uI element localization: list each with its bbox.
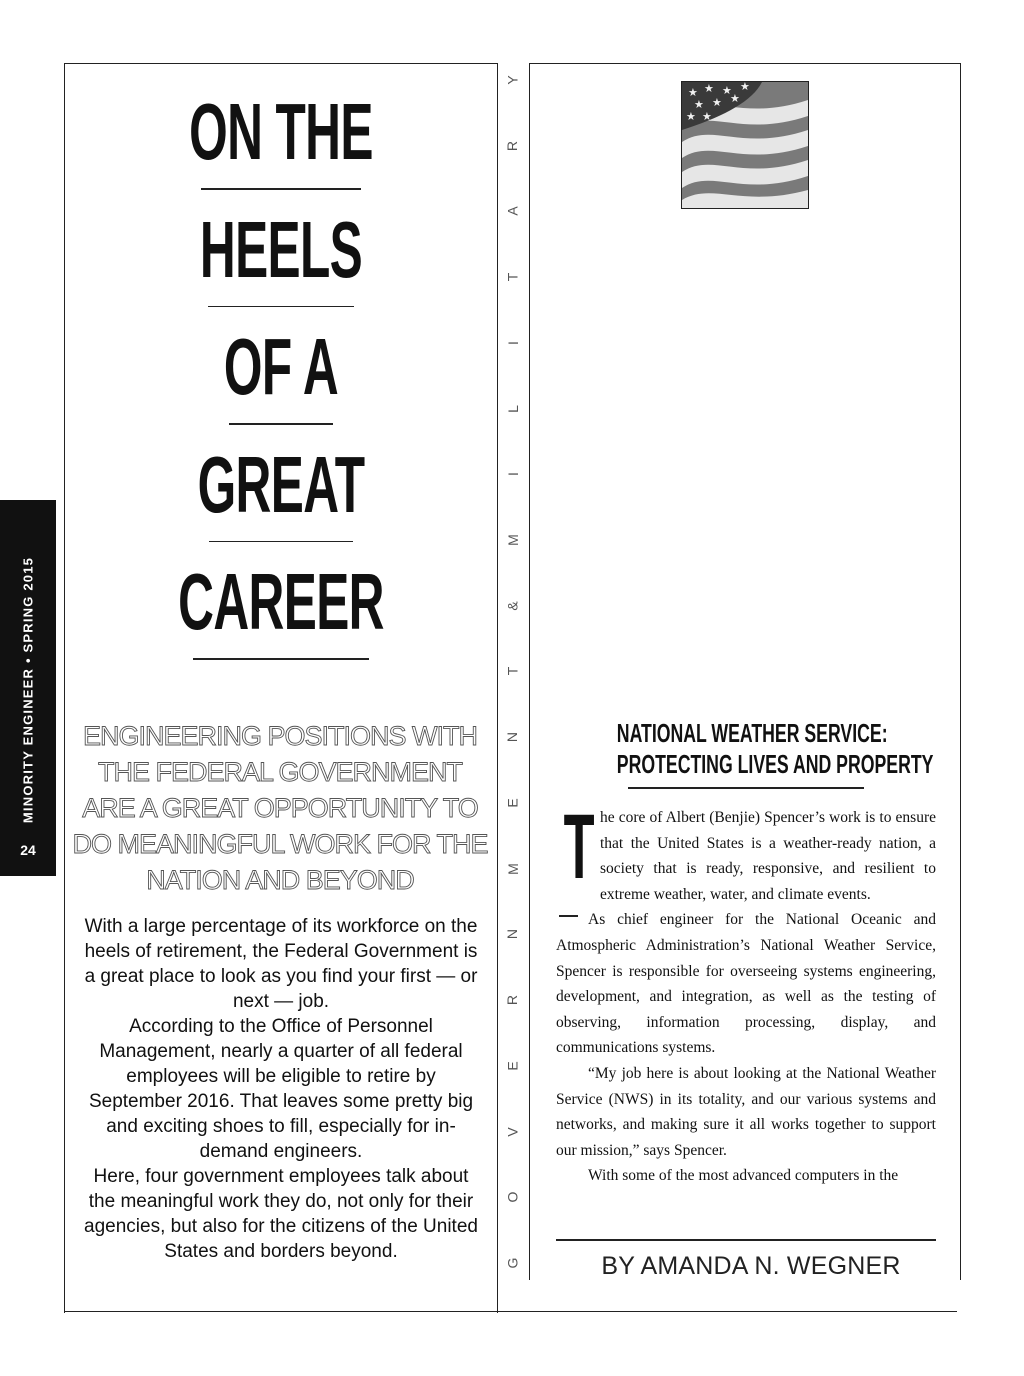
intro-text	[80, 914, 482, 1264]
article-paragraph	[556, 796, 936, 907]
section-letter: R	[504, 995, 521, 1006]
intro-paragraph: Here, four government employees talk about the meaningful work they do, not only for their agencies, but also for the citizens of the United States and borders beyond.	[84, 1166, 478, 1262]
section-letter: O	[504, 1191, 521, 1203]
section-letter: M	[504, 534, 521, 546]
section-letter: N	[504, 732, 521, 743]
headline	[66, 84, 496, 672]
paragraph-text: he core of Albert (Benjie) Spencer’s work is to ensure that the United States is a weather-ready nation, a society that is ready, responsive, and resilient to extreme weather, water, and climate events.	[600, 809, 936, 903]
headline-line: OF A	[223, 322, 339, 411]
svg-text:★: ★	[722, 84, 732, 97]
article-paragraph: “My job here is about looking at the National Weather Service (NWS) in its totality, and our various systems and networks, and making sure it all works together to support our mission,” says Spencer.	[556, 1064, 936, 1159]
svg-text:★: ★	[712, 96, 722, 109]
section-letter: M	[504, 862, 521, 875]
byline: BY AMANDA N. WEGNER	[601, 1252, 901, 1280]
section-letter: G	[504, 1257, 521, 1269]
headline-line: HEELS	[199, 204, 363, 294]
article-body	[556, 796, 936, 1189]
intro-paragraph: With a large percentage of its workforce on the heels of retirement, the Federal Government is a great place to look as you find your first — or next — job.	[84, 916, 478, 1012]
headline-divider	[193, 658, 369, 660]
svg-text:★: ★	[740, 82, 750, 93]
headline-line: ON THE	[189, 87, 373, 176]
american-flag-image	[681, 81, 809, 209]
headline-divider	[201, 188, 361, 190]
page-number: 24	[20, 842, 36, 858]
section-letter: R	[504, 140, 521, 151]
headline-line: CAREER	[178, 557, 384, 646]
section-letter: L	[504, 404, 521, 413]
section-title-line: PROTECTING LIVES AND PROPERTY	[616, 749, 934, 779]
headline-divider	[229, 423, 333, 425]
drop-cap: T	[563, 796, 595, 898]
section-letter: V	[504, 1126, 521, 1137]
section-letter: &	[504, 601, 521, 611]
svg-text:★: ★	[704, 82, 714, 95]
flag-graphic	[682, 82, 808, 208]
headline-line: GREAT	[197, 439, 365, 529]
svg-text:★: ★	[730, 92, 740, 105]
section-label-vertical	[496, 64, 529, 1279]
drop-cap-rule	[559, 915, 578, 917]
section-letter: Y	[504, 75, 521, 85]
article-paragraph: As chief engineer for the National Oceanic and Atmospheric Administration’s National Weather Service, Spencer is responsible for overseeing systems engineering, development, and integration, as well as the testing of observing, information processing, display, and communications systems.	[556, 911, 936, 1057]
section-title-line: NATIONAL WEATHER SERVICE:	[616, 718, 888, 748]
section-letter: E	[504, 798, 521, 808]
section-letter: I	[504, 472, 521, 477]
article-section-title	[556, 718, 936, 780]
deck-subheading: ENGINEERING POSITIONS WITH THE FEDERAL GOVERNMENT ARE A GREAT OPPORTUNITY TO DO MEANINGFUL WORK FOR THE NATION AND BEYOND	[72, 721, 488, 895]
section-letter: T	[504, 667, 521, 676]
section-title-underline	[628, 787, 864, 789]
issue-label: MINORITY ENGINEER • SPRING 2015	[20, 556, 36, 824]
svg-text:★: ★	[694, 98, 704, 111]
intro-paragraph: According to the Office of Personnel Management, nearly a quarter of all federal employees will be eligible to retire by September 2016. That leaves some pretty big and exciting shoes to fill, especially for in-demand engineers.	[88, 1016, 474, 1162]
svg-text:★: ★	[702, 110, 712, 123]
headline-divider	[208, 306, 354, 308]
article-paragraph: With some of the most advanced computers in the	[588, 1167, 899, 1185]
section-letter: I	[504, 340, 521, 345]
section-letter: E	[504, 1061, 521, 1071]
bottom-rule	[64, 1311, 957, 1312]
section-letter: T	[504, 272, 521, 282]
section-letter: N	[504, 929, 521, 940]
svg-text:★: ★	[688, 86, 698, 99]
headline-divider	[209, 541, 353, 543]
svg-text:★: ★	[686, 110, 696, 123]
byline-rule	[556, 1239, 936, 1241]
section-letter: A	[504, 206, 521, 217]
